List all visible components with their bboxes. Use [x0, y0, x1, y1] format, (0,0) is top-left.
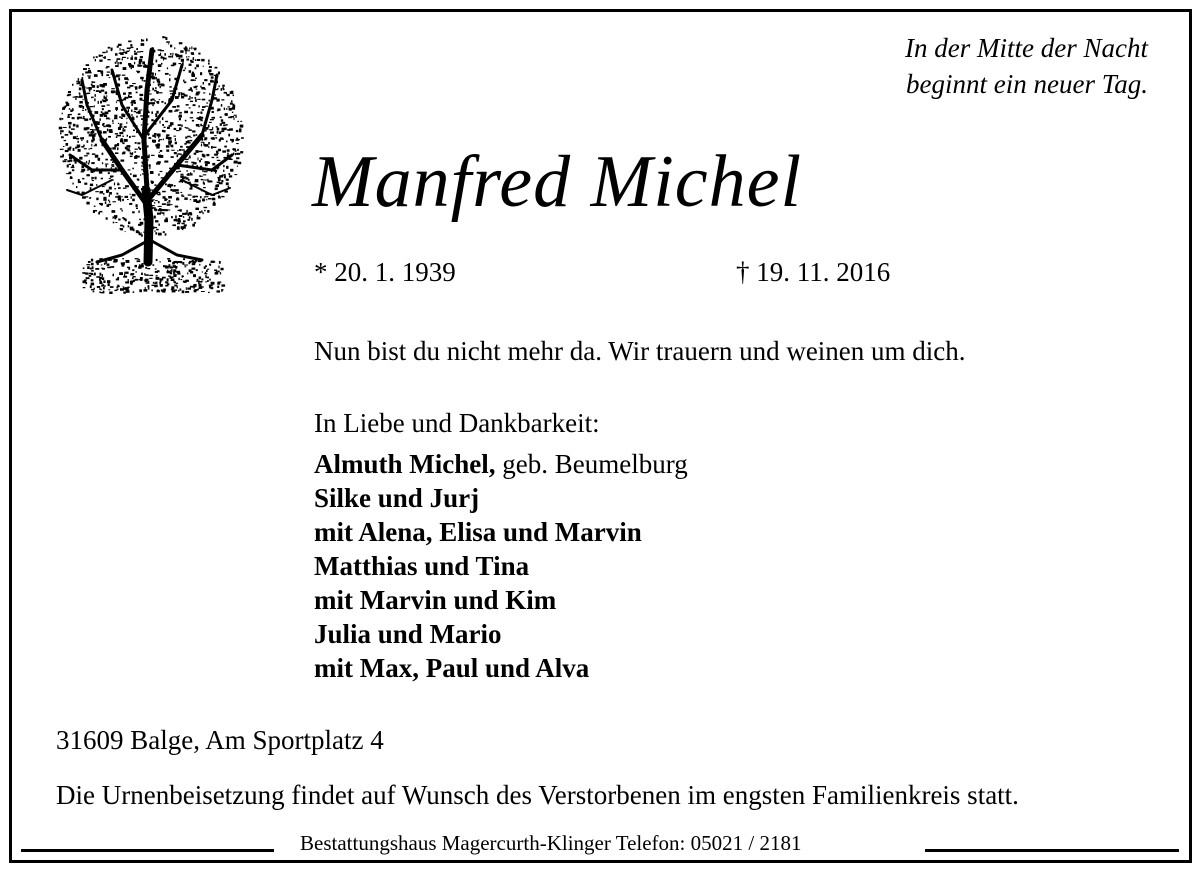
- birth-date: * 20. 1. 1939: [314, 257, 456, 287]
- footer-divider-left: [21, 849, 274, 852]
- motto-line-1: In der Mitte der Nacht: [905, 33, 1148, 63]
- deceased-name: Manfred Michel: [312, 141, 803, 223]
- mourner-name: Almuth Michel,: [314, 449, 496, 479]
- mourner-line: Matthias und Tina: [314, 551, 530, 581]
- tree-icon: [52, 30, 248, 298]
- footer-divider-right: [925, 849, 1179, 852]
- motto: [905, 30, 1148, 102]
- mourners-list: [314, 447, 688, 685]
- mourner-line: Julia und Mario: [314, 619, 502, 649]
- mourner-line-first: [314, 447, 688, 481]
- mourner-line: mit Marvin und Kim: [314, 585, 557, 615]
- funeral-home-footer: Bestattungshaus Magercurth-Klinger Telefon: 05021 / 2181: [300, 831, 802, 855]
- mourner-line: mit Max, Paul und Alva: [314, 653, 590, 683]
- burial-notice: Die Urnenbeisetzung findet auf Wunsch des Verstorbenen im engsten Familienkreis statt.: [56, 780, 1019, 810]
- mourner-line: Silke und Jurj: [314, 483, 480, 513]
- death-date: † 19. 11. 2016: [736, 257, 891, 287]
- mourner-suffix: geb. Beumelburg: [495, 449, 688, 479]
- address: 31609 Balge, Am Sportplatz 4: [56, 725, 384, 755]
- condolence-text: Nun bist du nicht mehr da. Wir trauern und weinen um dich.: [314, 336, 966, 366]
- motto-line-2: beginnt ein neuer Tag.: [906, 69, 1148, 99]
- mourner-line: mit Alena, Elisa und Marvin: [314, 517, 642, 547]
- mourners-intro: In Liebe und Dankbarkeit:: [314, 408, 600, 438]
